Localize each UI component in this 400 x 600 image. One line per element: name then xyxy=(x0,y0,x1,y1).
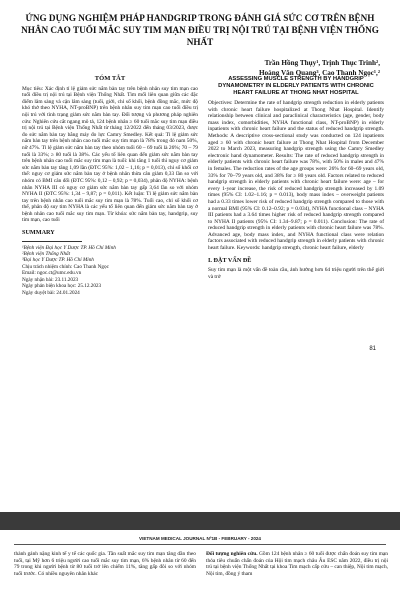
study-subjects-text: Gồm 124 bệnh nhân ≥ 60 tuổi được chẩn đoán suy tim mạn thỏa tiêu chuẩn chẩn đoán của Hội tim mạch châu Âu ESC năm 2022, điều trị nội trú tại bệnh viện Thống Nhất tại khoa Tim mạch cấp cứu – can thiệp, Nội tim mạch, Nội tim, đồng ý tham xyxy=(206,551,388,577)
footnote-divider xyxy=(22,241,82,242)
summary-heading: SUMMARY xyxy=(22,229,55,237)
author-list xyxy=(160,58,380,78)
abstract-heading-en: ASSESSING MUSCLE STRENGTH BY HANDGRIP DYNAMOMETRY IN ELDERLY PATIENTS WITH CHRONIC HEART FAILURE AT THONG NHAT HOSPITAL xyxy=(218,76,374,96)
right-column xyxy=(208,76,384,280)
abstract-heading-vi: TÓM TẮT xyxy=(94,75,126,82)
left-column xyxy=(22,76,198,296)
abstract-body-vi: Mục tiêu: Xác định tỉ lệ giảm sức nắm bàn tay trên bệnh nhân suy tim mạn cao tuổi điều trị nội trú tại Bệnh viện Thống Nhất. Tìm mối liên quan giữa các đặc điểm lâm sàng và cận lâm sàng (tuổi, giới, chỉ số khối, bệnh đồng mắc, mức độ khó thở theo NYHA, NT-proBNP) trên bệnh nhân suy tim mạn cao tuổi điều trị nội trú với tình trạng giảm sức nắm bàn tay. Đối tượng và phương pháp nghiên cứu: Nghiên cứu cắt ngang mô tả, 124 bệnh nhân ≥ 60 tuổi mắc suy tim mạn điều trị nội trú tại Bệnh viện Thống Nhất từ tháng 12/2022 đến tháng 03/2023, được đo sức nắm bàn tay bằng máy đo lực Camry Smedley. Kết quả: Tỉ lệ giảm sức nắm bàn tay trên bệnh nhân cao tuổi mắc suy tim mạn là 78% trong đó nam 50%, nữ 47%. Tỉ lệ giảm sức nắm bàn tay theo nhóm tuổi 60 – 69 tuổi là 26%; 70 – 79 tuổi là 33%; ≥ 80 tuổi là 38%. Các yếu tố liên quan đến giảm sức nắm bàn tay trên bệnh nhân cao tuổi mắc suy tim mạn là tuổi: khi tăng 1 tuổi thì nguy cơ giảm sức nắm bàn tay tăng 1,09 lần (ĐTC 95%: 1,02 – 1,16; p = 0,013), chỉ số khối cơ thể: nguy cơ giảm sức nắm bàn tay ở bệnh nhân thừa cân giảm 0,33 lần so với nhóm có BMI cân đối (ĐTC 95%: 0,12 – 0,92; p = 0,034), phân độ NYHA: bệnh nhân NYHA III có nguy cơ giảm sức nắm bàn tay gấp 3,64 lần so với nhóm NYHA II (ĐTC 95%: 1,34 – 9,87; p = 0,011). Kết luận: Tỉ lệ giảm sức nắm bàn tay trên bệnh nhân cao tuổi mắc suy tim mạn là 78%. Tuổi cao, chỉ số khối cơ thể, phân độ suy tim NYHA là các yếu tố liên quan đến giảm sức nắm bàn tay ở bệnh nhân cao tuổi mắc suy tim mạn. Từ khóa: sức nắm bàn tay, handgrip, suy tim mạn, cao tuổi xyxy=(22,85,198,224)
page-two xyxy=(0,530,400,600)
footnote-affiliation-3: ³Đại học Y Dược TP. Hồ Chí Minh xyxy=(22,257,94,264)
footnote-affiliation-1: ¹Bệnh viện Đại học Y Dược TP. Hồ Chí Minh xyxy=(22,244,116,251)
article-title: ỨNG DỤNG NGHIỆM PHÁP HANDGRIP TRONG ĐÁNH GIÁ SỨC CƠ TRÊN BỆNH NHÂN CAO TUỔI MẮC SUY TIM MẠN ĐIỀU TRỊ NỘI TRÚ TẠI BỆNH VIỆN THỐNG NHẤT xyxy=(21,13,379,47)
authors-line-1: Trần Hồng Thụy¹, Trịnh Thục Trinh², xyxy=(264,59,380,67)
contact-author: Chịu trách nhiệm chính: Cao Thanh Ngọc xyxy=(22,263,109,270)
received-date: Ngày nhận bài: 23.11.2023 xyxy=(22,276,79,283)
page-number: 81 xyxy=(369,346,376,352)
abstract-body-en: Objectives: Determine the rate of handgrip strength reduction in elderly patients with chronic heart failure hospitalized at Thong Nhat Hospital. Identify relationship between clinical and paraclinical characteristics (age, gender, body mass index, comorbidities, NYHA functional class, NT-proBNP) in elderly inpatients with chronic heart failure and the status of reduced handgrip strength. Methods: A descriptive cross-sectional study was conducted on 124 inpatients aged ≥ 60 with chronic heart failure at Thong Nhat Hospital from December 2022 to March 2023, measuring handgrip strength using the Camry Smedley electronic hand dynamometer. Results: The rate of reduced handgrip strength in elderly patients with chronic heart failure was 78%, with 50% in males and 47% in females. The reduction rates of the age groups were: 26% for 60–69 years old, 33% for 70–79 years old, and 38% for ≥ 80 years old. Factors related to reduced handgrip strength in elderly patients with chronic heart failure were: age – for every 1-year increase, the risk of reduced handgrip strength increased by 1.09 times (95% CI: 1.02–1.16; p = 0.013), body mass index – overweight patients had a 0.33 times lower risk of reduced handgrip strength compared to those with a normal BMI (95% CI: 0.12–0.92; p = 0.034), NYHA functional class – NYHA III patients had a 3.64 times higher risk of reduced handgrip strength compared to NYHA II patients (95% CI: 1.34–9.87; p = 0.011). Conclusion: The rate of reduced handgrip strength in elderly patients with chronic heart failure was 78%. Advanced age, body mass index, and NYHA functional class were relation factors associated with reduced handgrip strength in elderly patients with chronic heart failure. Keywords: handgrip strength, chronic heart failure, elderly xyxy=(208,100,384,252)
footnote-affiliation-2: ²Bệnh viện Thống Nhất xyxy=(22,251,71,258)
section-heading-introduction: I. ĐẶT VẤN ĐỀ xyxy=(208,256,252,264)
authors-line-2: Hoàng Văn Quang³, Cao Thanh Ngọc¹,² xyxy=(258,69,380,77)
page2-left-column xyxy=(14,551,196,577)
journal-header: VIETNAM MEDICAL JOURNAL Nº1B - FEBRUARY - 2024 xyxy=(139,536,261,541)
page2-left-text: thành gánh nặng kinh tế y tế các quốc gia. Tần suất mắc suy tim mạn tăng dần theo tuổi, tại Mỹ hơn 6 triệu người cao tuổi mắc suy tim mạn, 6% bệnh nhân từ 60 đến 79 trong khi người bệnh từ 80 tuổi trở lên chiếm 11%, tăng gấp đôi so với nhóm tuổi trước. Có nhiều nguyên nhân khác xyxy=(14,551,196,577)
page-separator xyxy=(0,512,400,530)
contact-email: Email: ngoc.ct@umc.edu.vn xyxy=(22,270,82,277)
introduction-body: Suy tim mạn là một vấn đề toàn cầu, ảnh hưởng hơn 64 triệu người trên thế giới và trở xyxy=(208,267,384,280)
study-subjects-heading: Đối tượng nghiên cứu. xyxy=(206,551,258,557)
accepted-date: Ngày duyệt bài: 24.01.2024 xyxy=(22,289,80,296)
page2-right-column xyxy=(206,551,388,577)
header-rule xyxy=(14,544,386,545)
review-date: Ngày phản biện khoa học: 25.12.2023 xyxy=(22,283,102,290)
